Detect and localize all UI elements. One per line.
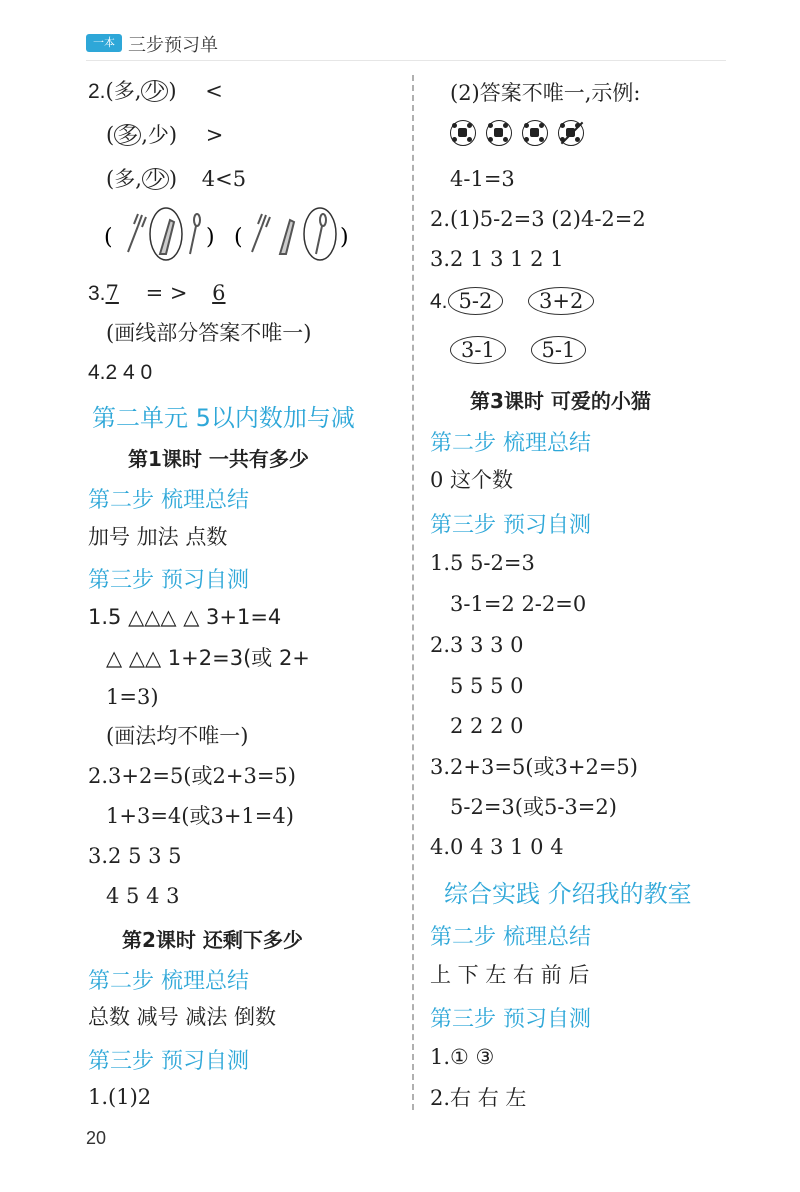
p-q2: 2.右 右 左 [430,1086,527,1110]
cross-out-mark [561,122,584,145]
l3-q2-line1: 2.3 3 3 0 [430,633,524,657]
q3-line [88,280,226,307]
page-header-title: 三步预习单 [128,35,218,56]
question-number: 3. [88,282,106,305]
question-number: 2. [88,80,106,103]
l2-q1: 1.(1)2 [88,1085,152,1109]
r-q1-2: (2)答案不唯一,示例: [450,81,641,105]
practice-title: 综合实践 介绍我的教室 [444,880,692,908]
soccer-ball-icon [558,120,584,146]
r-q4-line1 [430,287,594,315]
r-q3: 3.2 1 3 1 2 1 [430,247,564,271]
header-divider [86,60,726,61]
paren: ( [234,225,243,250]
l1-q1-line1: 1.5 △△△ △ 3+1=4 [88,605,282,629]
circled-answer: 少 [142,168,169,190]
l1-step2-heading: 第二步 梳理总结 [88,488,249,513]
l3-q2-line3: 2 2 2 0 [450,714,524,738]
text: (多, [105,79,142,103]
r-q4-line2 [450,336,586,364]
oval-answer: 3+2 [528,287,594,315]
page-number: 20 [86,1128,107,1148]
q2-line2 [106,122,223,148]
r-eq: 4-1=3 [450,167,515,191]
r-q2: 2.(1)5-2=3 (2)4-2=2 [430,207,646,231]
l1-step3-heading: 第三步 预习自测 [88,568,249,593]
l1-q3-line2: 4 5 4 3 [106,884,180,908]
column-divider [412,75,414,1110]
compare-symbol: > [205,123,224,147]
spoon-icon [190,214,200,254]
text: ) [168,167,178,191]
question-number: 4. [430,290,448,313]
paren: ( [104,225,113,250]
l1-q1-line2: △ △△ 1+2=3(或 2+ [106,646,310,670]
unit-title: 第二单元 5以内数加与减 [92,404,355,432]
l2-step3-heading: 第三步 预习自测 [88,1049,249,1074]
soccer-ball-icon [522,120,548,146]
l2-step2-heading: 第二步 梳理总结 [88,969,249,994]
oval-answer: 5-1 [531,336,587,364]
l3-q4: 4.0 4 3 1 0 4 [430,835,564,859]
paren: ) [340,225,349,250]
answer: 4<5 [201,167,247,191]
utensils-row [104,206,364,264]
soccer-balls [450,120,589,146]
l3-q3-line1: 3.2+3=5(或3+2=5) [430,755,638,779]
l3-q3-line2: 5-2=3(或5-3=2) [450,795,617,819]
l3-q1-line2: 3-1=2 2-2=0 [450,592,587,616]
l1-q2-line1: 2.3+2=5(或2+3=5) [88,764,296,788]
underlined-answer: 6 [212,281,226,305]
spoon-icon [316,214,326,254]
answer: = > [145,281,188,305]
book-badge: 一本 [86,34,122,52]
soccer-ball-icon [486,120,512,146]
oval-answer: 5-2 [448,287,504,315]
l2-step2-answer: 总数 减号 减法 倒数 [88,1005,277,1029]
p-q1: 1.① ③ [430,1045,495,1069]
paren: ) [206,225,215,250]
l3-step2-heading: 第二步 梳理总结 [430,431,591,456]
circled-answer: 多 [114,124,141,146]
compare-symbol: < [205,79,223,103]
underlined-answer: 7 [105,281,119,305]
knife-icon [160,220,174,254]
p-step2-answer: 上 下 左 右 前 后 [430,963,590,987]
l1-q3-line1: 3.2 5 3 5 [88,844,182,868]
q2-line1 [88,78,223,105]
text: ,少) [141,123,178,147]
p-step3-heading: 第三步 预习自测 [430,1007,591,1032]
soccer-ball-icon [450,120,476,146]
text: (多, [106,167,142,191]
lesson2-title: 第2课时 还剩下多少 [122,928,303,952]
knife-icon [280,220,294,254]
l3-q1-line1: 1.5 5-2=3 [430,551,535,575]
q2-line3 [106,166,246,192]
text: ( [106,123,115,147]
l1-step2-answer: 加号 加法 点数 [88,525,228,549]
q3-note: (画线部分答案不唯一) [106,321,312,345]
l1-q1-note: (画法均不唯一) [106,724,249,748]
fork-icon [128,214,146,252]
l3-step3-heading: 第三步 预习自测 [430,513,591,538]
fork-icon [252,214,270,252]
lesson1-title: 第1课时 一共有多少 [128,447,309,471]
l3-q2-line2: 5 5 5 0 [450,674,524,698]
q4-line: 4.2 4 0 [88,361,153,384]
circled-answer: 少 [141,80,168,102]
l1-q2-line2: 1+3=4(或3+1=4) [106,804,294,828]
l3-step2-answer: 0 这个数 [430,468,514,492]
l1-q1-line3: 1=3) [106,685,159,709]
oval-answer: 3-1 [450,336,506,364]
lesson3-title: 第3课时 可爱的小猫 [470,389,651,413]
p-step2-heading: 第二步 梳理总结 [430,925,591,950]
text: ) [168,79,177,103]
